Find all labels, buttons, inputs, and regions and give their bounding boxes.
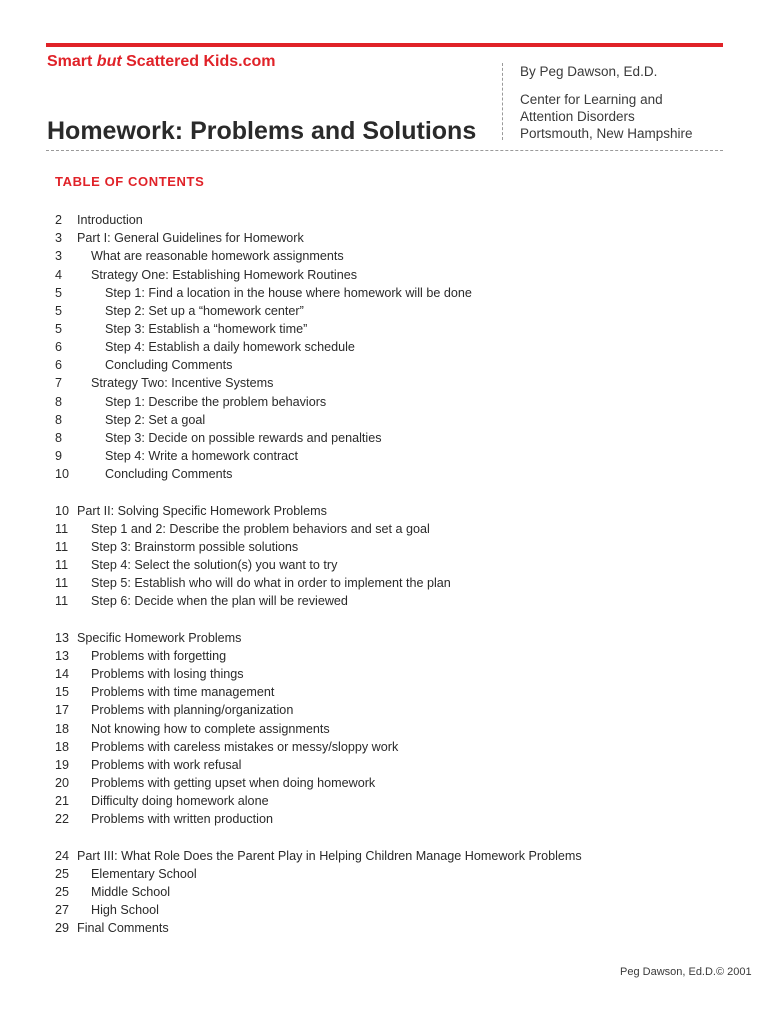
- toc-entry-label: Step 4: Select the solution(s) you want to try: [91, 558, 338, 573]
- toc-entry: [0, 229, 768, 247]
- toc-page-number: 22: [55, 812, 70, 827]
- toc-entry: [0, 792, 768, 810]
- toc-entry-label: Strategy Two: Incentive Systems: [91, 376, 274, 391]
- toc-entry-label: High School: [91, 903, 159, 918]
- toc-entry: [0, 683, 768, 701]
- toc-entry-label: Specific Homework Problems: [77, 630, 242, 645]
- toc-entry-label: Problems with written production: [91, 812, 273, 827]
- toc-page-number: 3: [55, 231, 63, 246]
- toc-entry: [0, 883, 768, 901]
- toc-entry: [0, 810, 768, 828]
- toc-entry: [0, 701, 768, 719]
- toc-entry-label: Part I: General Guidelines for Homework: [77, 231, 304, 246]
- toc-entry-label: Problems with careless mistakes or messy/sloppy work: [91, 739, 399, 754]
- toc-page-number: 21: [55, 794, 70, 809]
- toc-entry: [0, 374, 768, 392]
- toc-entry: [0, 665, 768, 683]
- org-line: Center for Learning and: [520, 92, 663, 107]
- toc-entry-label: Problems with work refusal: [91, 757, 242, 772]
- toc-page-number: 8: [55, 394, 63, 409]
- toc-entry-label: Step 2: Set a goal: [105, 412, 206, 427]
- toc-page-number: 27: [55, 903, 70, 918]
- toc-page-number: 5: [55, 322, 63, 336]
- toc-page-number: 8: [55, 430, 63, 445]
- org-line: Attention Disorders: [520, 109, 635, 124]
- toc-entry: [0, 647, 768, 665]
- toc-entry-label: Not knowing how to complete assignments: [91, 721, 330, 736]
- toc-entry-label: Step 1: Find a location in the house where homework will be done: [105, 285, 472, 300]
- toc-page-number: 24: [55, 848, 70, 863]
- toc-entry-label: Step 4: Establish a daily homework schedule: [105, 340, 355, 355]
- toc-page-number: 29: [55, 921, 70, 936]
- toc-entry-label: What are reasonable homework assignments: [91, 249, 344, 264]
- toc-entry-label: Step 3: Establish a “homework time”: [105, 322, 308, 336]
- toc-entry: [0, 520, 768, 538]
- toc-entry: [0, 847, 768, 865]
- toc-entry-label: Problems with getting upset when doing homework: [91, 776, 376, 790]
- toc-page-number: 11: [55, 539, 69, 554]
- toc-entry: [0, 393, 768, 411]
- toc-entry: [0, 538, 768, 556]
- toc-entry: [0, 738, 768, 756]
- toc-entry: [0, 574, 768, 592]
- toc-page-number: 9: [55, 449, 63, 464]
- toc-entry: [0, 411, 768, 429]
- toc-entry-label: Final Comments: [77, 921, 169, 936]
- toc-entry-label: Step 1 and 2: Describe the problem behaviors and set a goal: [91, 521, 430, 536]
- toc-page-number: 4: [55, 267, 63, 282]
- toc-entry: [0, 720, 768, 738]
- toc-page-number: 11: [55, 521, 69, 536]
- toc-entry-label: Middle School: [91, 885, 171, 899]
- toc-entry-label: Concluding Comments: [105, 467, 233, 482]
- toc-entry-label: Step 3: Brainstorm possible solutions: [91, 539, 299, 554]
- toc-entry-label: Problems with forgetting: [91, 648, 227, 663]
- organization-block: [520, 91, 693, 142]
- brand-logo-text: [47, 53, 276, 71]
- toc-page-number: 14: [55, 667, 70, 682]
- toc-page-number: 11: [55, 594, 69, 609]
- toc-entry: [0, 429, 768, 447]
- toc-page-number: 8: [55, 412, 63, 427]
- toc-heading: TABLE OF CONTENTS: [55, 174, 205, 189]
- toc-entry: [0, 211, 768, 229]
- toc-entry: [0, 338, 768, 356]
- toc-entry-label: Step 3: Decide on possible rewards and penalties: [105, 430, 382, 445]
- toc-entry: [0, 901, 768, 919]
- top-red-rule: [46, 43, 723, 47]
- toc-entry: [0, 556, 768, 574]
- toc-entry-label: Concluding Comments: [105, 358, 233, 373]
- toc-entry: [0, 247, 768, 265]
- toc-entry-label: Step 5: Establish who will do what in order to implement the plan: [91, 576, 451, 591]
- toc-entry: [0, 865, 768, 883]
- toc-entry-label: Problems with losing things: [91, 667, 244, 682]
- toc-page-number: 18: [55, 739, 70, 754]
- footer-copyright: Peg Dawson, Ed.D.© 2001: [620, 966, 752, 978]
- vertical-divider: [502, 63, 503, 140]
- toc-entry: [0, 629, 768, 647]
- toc-entry: [0, 284, 768, 302]
- brand-italic: but: [96, 53, 122, 70]
- toc-page-number: 25: [55, 866, 70, 881]
- toc-entry-label: Step 1: Describe the problem behaviors: [105, 394, 327, 409]
- toc-entry: [0, 502, 768, 520]
- toc-page-number: 13: [55, 648, 70, 663]
- toc-entry: [0, 756, 768, 774]
- toc-entry: [0, 919, 768, 937]
- toc-entry: [0, 356, 768, 374]
- toc-entry-label: Part III: What Role Does the Parent Play in Helping Children Manage Homework Problems: [77, 848, 582, 863]
- toc-entry-label: Difficulty doing homework alone: [91, 794, 269, 809]
- brand-suffix: Scattered Kids.com: [121, 53, 276, 70]
- toc-page-number: 3: [55, 249, 63, 264]
- brand-prefix: Smart: [47, 53, 97, 70]
- toc-page-number: 6: [55, 340, 63, 355]
- toc-entry: [0, 465, 768, 483]
- toc-page-number: 20: [55, 776, 70, 790]
- toc-entry-label: Part II: Solving Specific Homework Problems: [77, 503, 327, 518]
- toc-page-number: 11: [55, 576, 69, 591]
- toc-entry-label: Problems with planning/organization: [91, 703, 294, 718]
- toc-entry-label: Step 4: Write a homework contract: [105, 449, 298, 464]
- toc-page-number: 15: [55, 685, 70, 700]
- author-line: By Peg Dawson, Ed.D.: [520, 64, 658, 79]
- toc-entry-label: Strategy One: Establishing Homework Routines: [91, 267, 357, 282]
- toc-entry-label: Step 6: Decide when the plan will be reviewed: [91, 594, 348, 609]
- toc-page-number: 19: [55, 757, 70, 772]
- toc-entry-label: Step 2: Set up a “homework center”: [105, 303, 304, 318]
- toc-page-number: 13: [55, 630, 70, 645]
- toc-entry: [0, 266, 768, 284]
- toc-page-number: 17: [55, 703, 70, 718]
- toc-page-number: 11: [55, 558, 69, 573]
- toc-page-number: 5: [55, 303, 63, 318]
- toc-page-number: 18: [55, 721, 70, 736]
- toc-page-number: 10: [55, 467, 70, 482]
- toc-page-number: 2: [55, 213, 63, 227]
- header-divider: [46, 150, 723, 151]
- toc-page-number: 7: [55, 376, 63, 391]
- toc-entry: [0, 447, 768, 465]
- toc-page-number: 5: [55, 285, 63, 300]
- org-line: Portsmouth, New Hampshire: [520, 126, 693, 141]
- toc-entry: [0, 592, 768, 610]
- toc-page-number: 10: [55, 503, 70, 518]
- toc-entry-label: Introduction: [77, 213, 143, 227]
- toc-page-number: 25: [55, 885, 70, 899]
- toc-entry: [0, 774, 768, 792]
- document-title: Homework: Problems and Solutions: [47, 117, 477, 145]
- toc-entry-label: Elementary School: [91, 866, 197, 881]
- toc-entry: [0, 302, 768, 320]
- toc-entry-label: Problems with time management: [91, 685, 275, 700]
- toc-page-number: 6: [55, 358, 63, 373]
- toc-entry: [0, 320, 768, 338]
